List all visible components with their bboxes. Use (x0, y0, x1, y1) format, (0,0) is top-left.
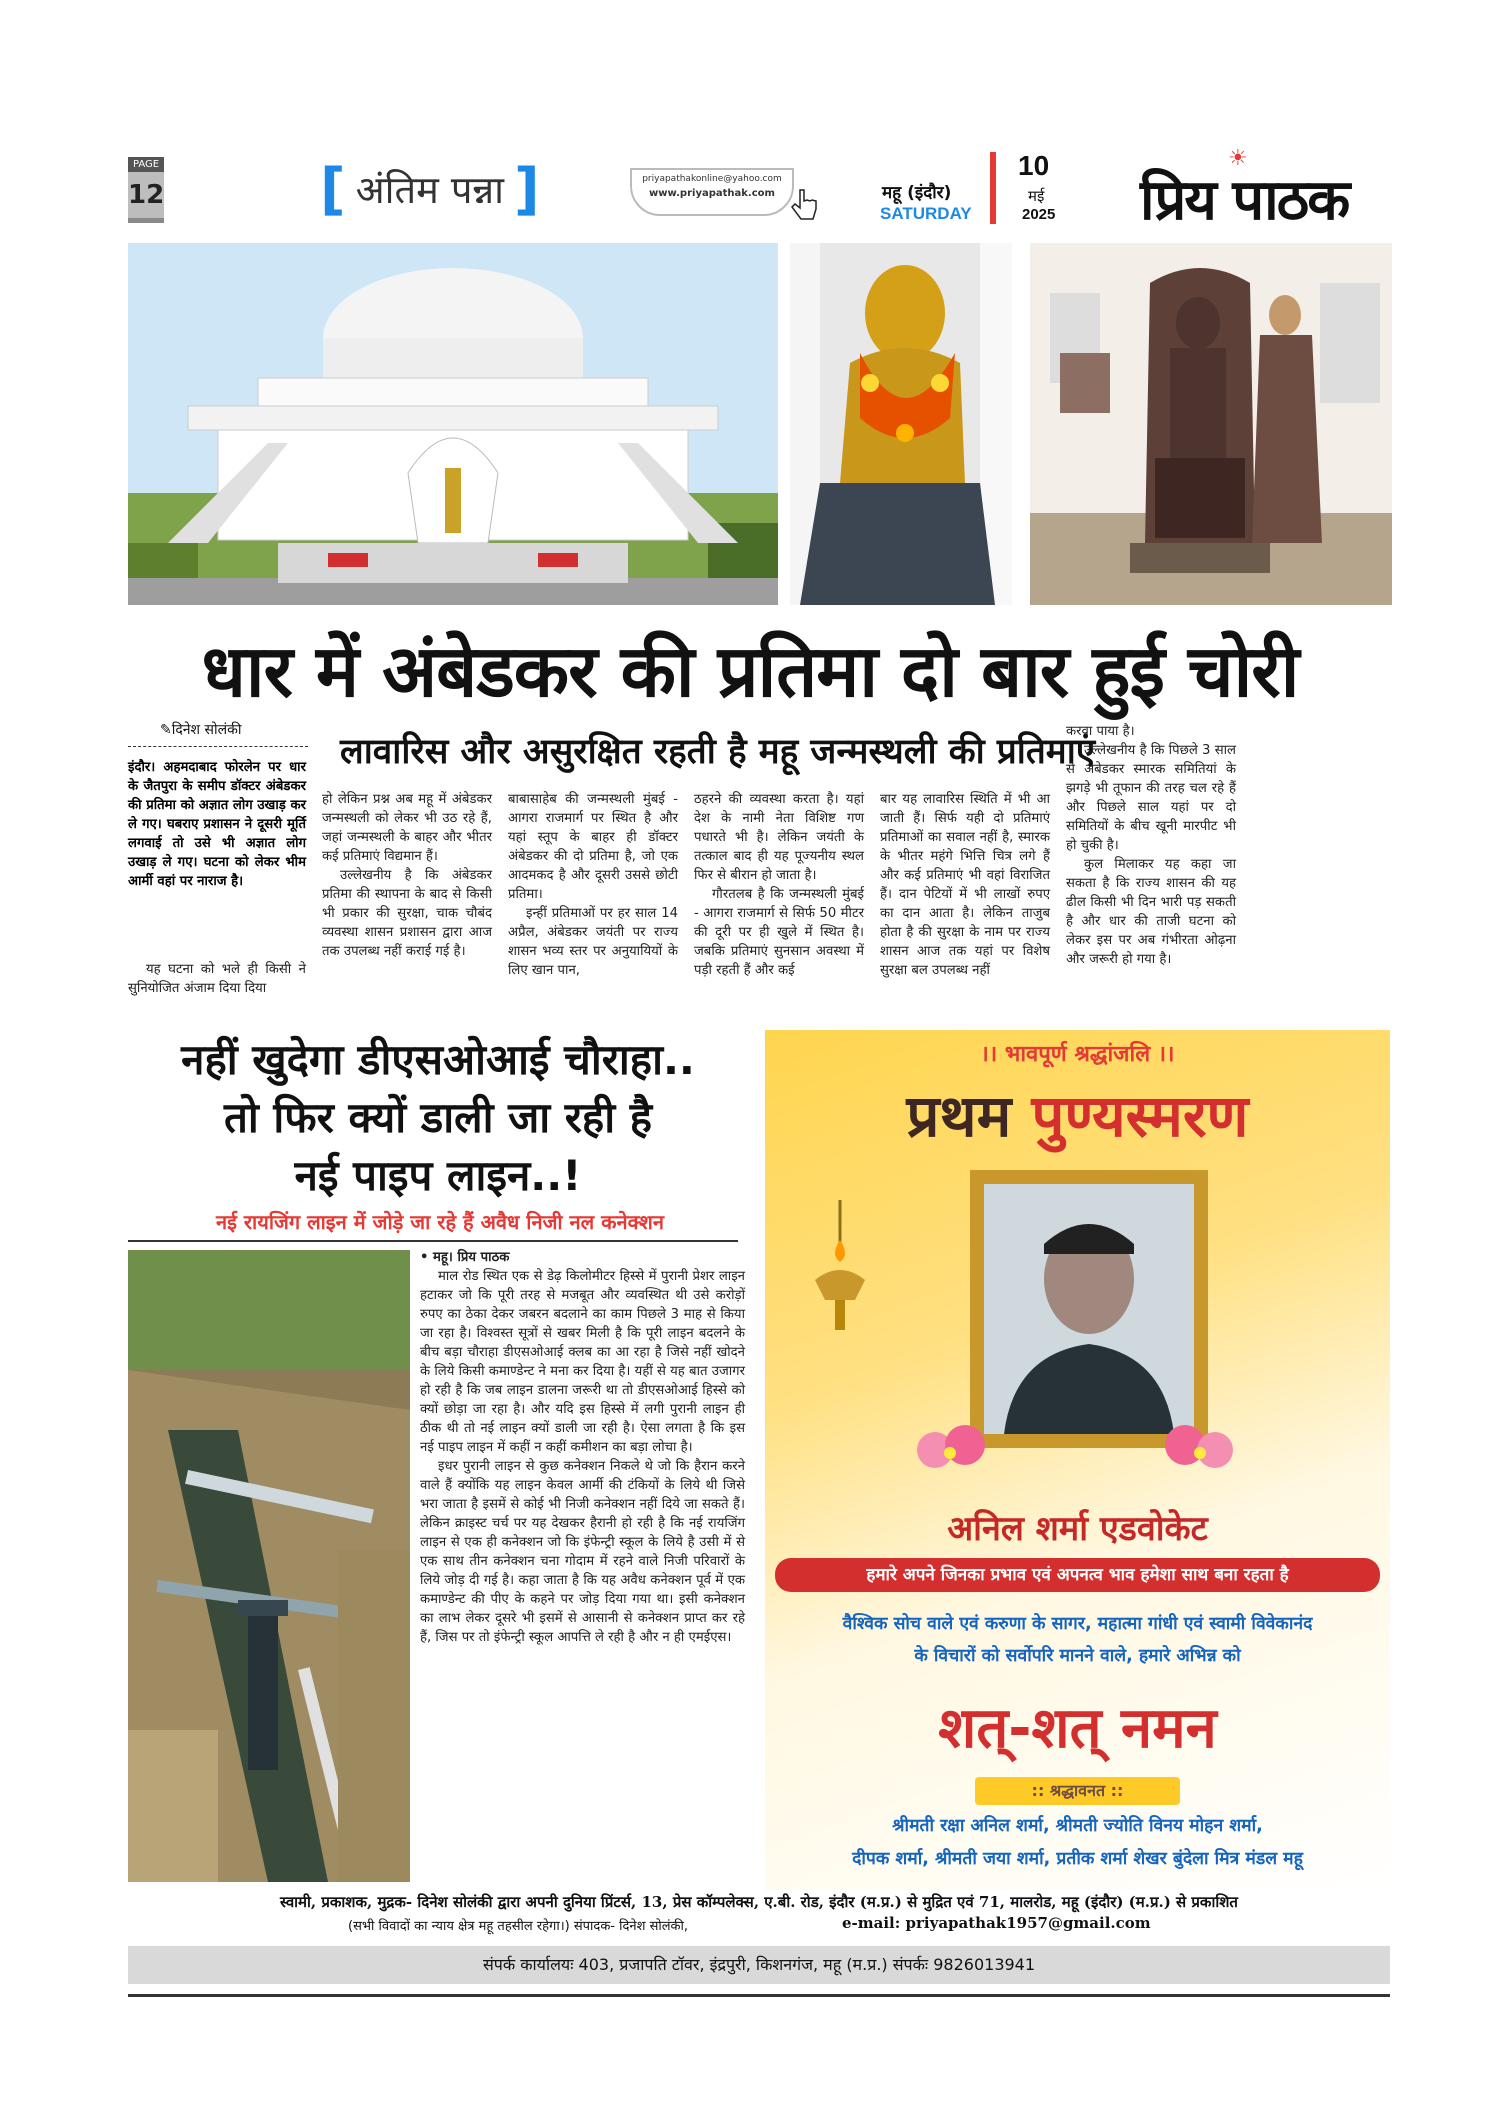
column-text: उल्लेखनीय है कि पिछले 3 साल से अंबेडकर स्मारक समितियां के झगड़े भी तूफान की तरह चल रहे हैं और पिछले साल यहां पर दो समितियों के बीच खूनी मारपीट भी हो चुकी है। (1066, 743, 1236, 853)
page-number-box (128, 157, 164, 223)
shraddhavanat-label: :: श्रद्धावनत :: (975, 1777, 1180, 1805)
section-separator (128, 1240, 738, 1242)
flower-icon (1155, 1415, 1245, 1485)
masthead-title: प्रिय पाठक (1140, 168, 1349, 233)
story-column-4 (694, 790, 864, 980)
pipeline-photo (128, 1250, 410, 1882)
portrait-image (984, 1184, 1194, 1434)
header-email: priyapathakonline@yahoo.com (642, 174, 782, 184)
column-text: हो लेकिन प्रश्न अब महू में अंबेडकर जन्मस्थली को लेकर भी उठ रहे हैं, जहां जन्मस्थली के बाहर और भीतर कई प्रतिमाएं विद्यमान हैं। (322, 792, 492, 864)
main-headline: धार में अंबेडकर की प्रतिमा दो बार हुई चोरी (201, 629, 1299, 713)
web-contact-box (630, 168, 794, 216)
oil-lamp-icon (805, 1200, 875, 1350)
main-subheadline: लावारिस और असुरक्षित रहती है महू जन्मस्थली की प्रतिमाएं (340, 732, 1096, 772)
imprint-line: स्वामी, प्रकाशक, मुद्रक- दिनेश सोलंकी द्वारा अपनी दुनिया प्रिंटर्स, 13, प्रेस कॉम्पलेक्स, ए.बी. रोड, इंदौर (म.प्र.) से मुद्रित एवं 71, मालरोड, महू (इंदौर) (म.प्र.) से प्रकाशित (280, 1893, 1238, 1911)
story-column-3 (508, 790, 678, 980)
seated-statues-photo (1030, 243, 1392, 605)
second-headline-1: नहीं खुदेगा डीएसओआई चौराहा.. (181, 1035, 695, 1084)
tribute-message (765, 1608, 1390, 1672)
section-title-box: [ अंतिम पन्ना ] (320, 156, 540, 222)
column-text: ठहरने की व्यवस्था करता है। यहां देश के नामी नेता विशिष्ट गण पधारते भी है। लेकिन जयंती के तत्काल बाद ही यह पूज्यनीय स्थल फिर से बीरान हो जाता है। (694, 792, 864, 883)
tribute-name: अनिल शर्मा एडवोकेट (947, 1509, 1208, 1549)
column-text: बार यह लावारिस स्थिति में भी आ जाती हैं। सिर्फ यही दो प्रतिमाएं प्रतिमाओं का सवाल नहीं है, स्मारक के भीतर महंगे भित्ति चित्र लगे हैं और कई प्रतिमाएं भी वहां विराजित हैं। दान पेटियों में भी लाखों रुपए का दान आता है। लेकिन ताजुब होता है की सुरक्षा के नाम पर राज्य शासन आज तक यहां पर विशेष सुरक्षा बल उपलब्ध नहीं (880, 792, 1050, 978)
names-line-1: श्रीमती रक्षा अनिल शर्मा, श्रीमती ज्योति विनय मोहन शर्मा, (892, 1816, 1263, 1836)
second-article (420, 1248, 745, 1647)
footer-rule (128, 1994, 1390, 1997)
tribute-title (765, 1074, 1390, 1153)
date-day: 10 (1018, 150, 1050, 181)
masthead (1140, 146, 1349, 236)
column-text: करवा पाया है। (1066, 724, 1135, 739)
column-text: इन्हीं प्रतिमाओं पर हर साल 14 अप्रैल, अंबेडकर जयंती पर राज्य शासन भव्य स्तर पर अनुयायियों के लिए खान पान, (508, 906, 678, 978)
story-column-6 (1066, 722, 1236, 969)
tribute-tagline: हमारे अपने जिनका प्रभाव एवं अपनत्व भाव हमेशा साथ बना रहता है (775, 1558, 1380, 1592)
byline-divider (128, 746, 308, 747)
column-text: यह घटना को भले ही किसी ने सुनियोजित अंजाम दिया दिया (128, 962, 306, 996)
tribute-line-1: वैश्विक सोच वाले एवं करुणा के सागर, महात्मा गांधी एवं स्वामी विवेकानंद (842, 1614, 1313, 1634)
section-title: अंतिम पन्ना (355, 168, 505, 212)
column-text: कुल मिलाकर यह कहा जा सकता है कि राज्य शासन की यह ढील किसी भी दिन भारी पड़ सकती है और धार की ताजी घटना को लेकर इस पर अब गंभीरता ओढ़ना और जरूरी हो गया है। (1066, 857, 1236, 967)
story-column-2 (322, 790, 492, 961)
tribute-top-line: ।। भावपूर्ण श्रद्धांजलि ।। (980, 1042, 1175, 1067)
memorial-photo (128, 243, 778, 605)
tribute-title-1: प्रथम (906, 1082, 1012, 1150)
names-line-2: दीपक शर्मा, श्रीमती जया शर्मा, प्रतीक शर्मा शेखर बुंदेला मित्र मंडल महू (852, 1849, 1303, 1869)
footer-email[interactable]: e-mail: priyapathak1957@gmail.com (842, 1914, 1151, 1932)
portrait-frame (970, 1170, 1208, 1448)
story-column-5 (880, 790, 1050, 980)
second-headline-2: तो फिर क्यों डाली जा रही है (223, 1093, 653, 1142)
column-text: इंदौर। अहमदाबाद फोरलेन पर धार के जैतपुरा के समीप डॉक्टर अंबेडकर की प्रतिमा को अज्ञात लोग उखाड़ कर ले गए। घबराए प्रशासन ने दूसरी मूर्ति लगवाई तो उसे भी अज्ञात लोग उखाड़ ले गए। घटना को लेकर भीम आर्मी वहां पर नाराज है। (128, 760, 306, 889)
bust-photo (790, 243, 1012, 605)
second-subheadline: नई रायजिंग लाइन में जोड़े जा रहे हैं अवैध निजी नल कनेक्शन (215, 1210, 664, 1234)
column-text: बाबासाहेब की जन्मस्थली मुंबई - आगरा राजमार्ग पर स्थित है और यहां स्तूप के बाहर ही डॉक्टर अंबेडकर की दो प्रतिमा है, जो एक आदमकद है और दूसरी उससे छोटी प्रतिमा। (508, 792, 678, 902)
story-column-1b (128, 960, 306, 998)
office-contact-bar: संपर्क कार्यालयः 403, प्रजापति टॉवर, इंद्रपुरी, किशनगंज, महू (म.प्र.) संपर्कः 9826013941 (128, 1946, 1390, 1984)
column-text: गौरतलब है कि जन्मस्थली मुंबई - आगरा राजमार्ग से सिर्फ 50 मीटर की दूरी पर ही खुले में स्थित है। जबकि प्रतिमाएं सुनसान अवस्था में पड़ी रहती हैं और कई (694, 887, 864, 978)
tribute-family-names (765, 1810, 1390, 1876)
column-text: माल रोड स्थित एक से डेढ़ किलोमीटर हिस्से में पुरानी प्रेशर लाइन हटाकर जो कि पूरी तरह से मजबूत और व्यवस्थित थी उसे करोड़ों रुपए का ठेका देकर जबरन बदलाने का काम पिछले 3 माह से किया जा रहा है। विश्वस्त सूत्रों से खबर मिली है कि पूरी लाइन बदलने के बीच बड़ा चौराहा डीएसओआई क्लब का आ रहा है जिसे नहीं खोदने के लिये किसी कमाण्डेन्ट ने मना कर दिया है। यहीं से यह बात उजागर हो रही है कि जब लाइन डालना जरूरी था तो डीएसओआई हिस्से को क्यों छोड़ा जा रहा है। और यदि इस हिस्से में लगी पुरानी लाइन ही ठीक थी तो नई लाइन क्यों डाली जा रही है। ऐसा लगता है कि इस नई पाइप लाइन में कहीं न कहीं कमीशन का बड़ा लोचा है। (420, 1269, 745, 1455)
dateline-place: महू (इंदौर) (882, 183, 952, 203)
column-text: इधर पुरानी लाइन से कुछ कनेक्शन निकले थे जो कि हैरान करने वाले हैं क्योंकि यह लाइन केवल आर्मी की टंकियों के लिये थी जिसे भरा जाता है इसमें से कोई भी निजी कनेक्शन नहीं दिये जा सकते हैं। लेकिन क्राइस्ट चर्च पर यह देखकर हैरानी हो रही है कि नई रायजिंग लाइन से एक ही कनेक्शन जो कि इंफेन्ट्री स्कूल के लिये है उसी में से एक साथ तीन कनेक्शन चना गोदाम में रहने वाले निजी परिवारों के लिये जोड़ दी गई है। कहा जाता है कि यह अवैध कनेक्शन पूर्व में एक कमाण्डेन्ट की पीए के कहने पर जोड़ दिया गया था। इसी कनेक्शन का लाभ लेकर दूसरे भी इसमें से आसानी से कनेक्शन प्राप्त कर रहे हैं, जिस पर तो इंफेन्ट्री स्कूल आपत्ति ले रही है और न ही एमईएस। (420, 1459, 745, 1645)
tribute-line-2: के विचारों को सर्वोपरि मानने वाले, हमारे अभिन्न को (914, 1646, 1241, 1666)
page-number: 12 (128, 172, 164, 218)
flower-icon (905, 1415, 995, 1485)
tribute-naman: शत्-शत् नमन (938, 1696, 1217, 1761)
story-column-1 (128, 758, 306, 891)
date-month: मई (1028, 187, 1045, 205)
column-text: उल्लेखनीय है कि अंबेडकर प्रतिमा की स्थापना के बाद से किसी भी प्रकार की सुरक्षा, चाक चौबंद व्यवस्था शासन प्रशासन द्वारा आज तक उपलब्ध नहीं कराई गई है। (322, 868, 492, 959)
page-label: PAGE (128, 157, 164, 172)
dateline-day: SATURDAY (880, 204, 972, 223)
jurisdiction-line: (सभी विवादों का न्याय क्षेत्र महू तहसील रहेगा।) संपादक- दिनेश सोलंकी, (348, 1919, 689, 1934)
pointer-hand-icon (790, 186, 818, 224)
second-headline-3: नई पाइप लाइन..! (294, 1151, 582, 1200)
sun-icon: ☀ (1228, 146, 1246, 171)
second-byline: • महू। प्रिय पाठक (420, 1250, 510, 1265)
tribute-ad (765, 1030, 1390, 1890)
tribute-title-2: पुण्यस्मरण (1031, 1082, 1249, 1150)
header-website[interactable]: www.priyapathak.com (649, 188, 775, 199)
byline: ✎दिनेश सोलंकी (160, 722, 242, 738)
red-divider (990, 152, 996, 224)
date-year: 2025 (1022, 206, 1056, 223)
